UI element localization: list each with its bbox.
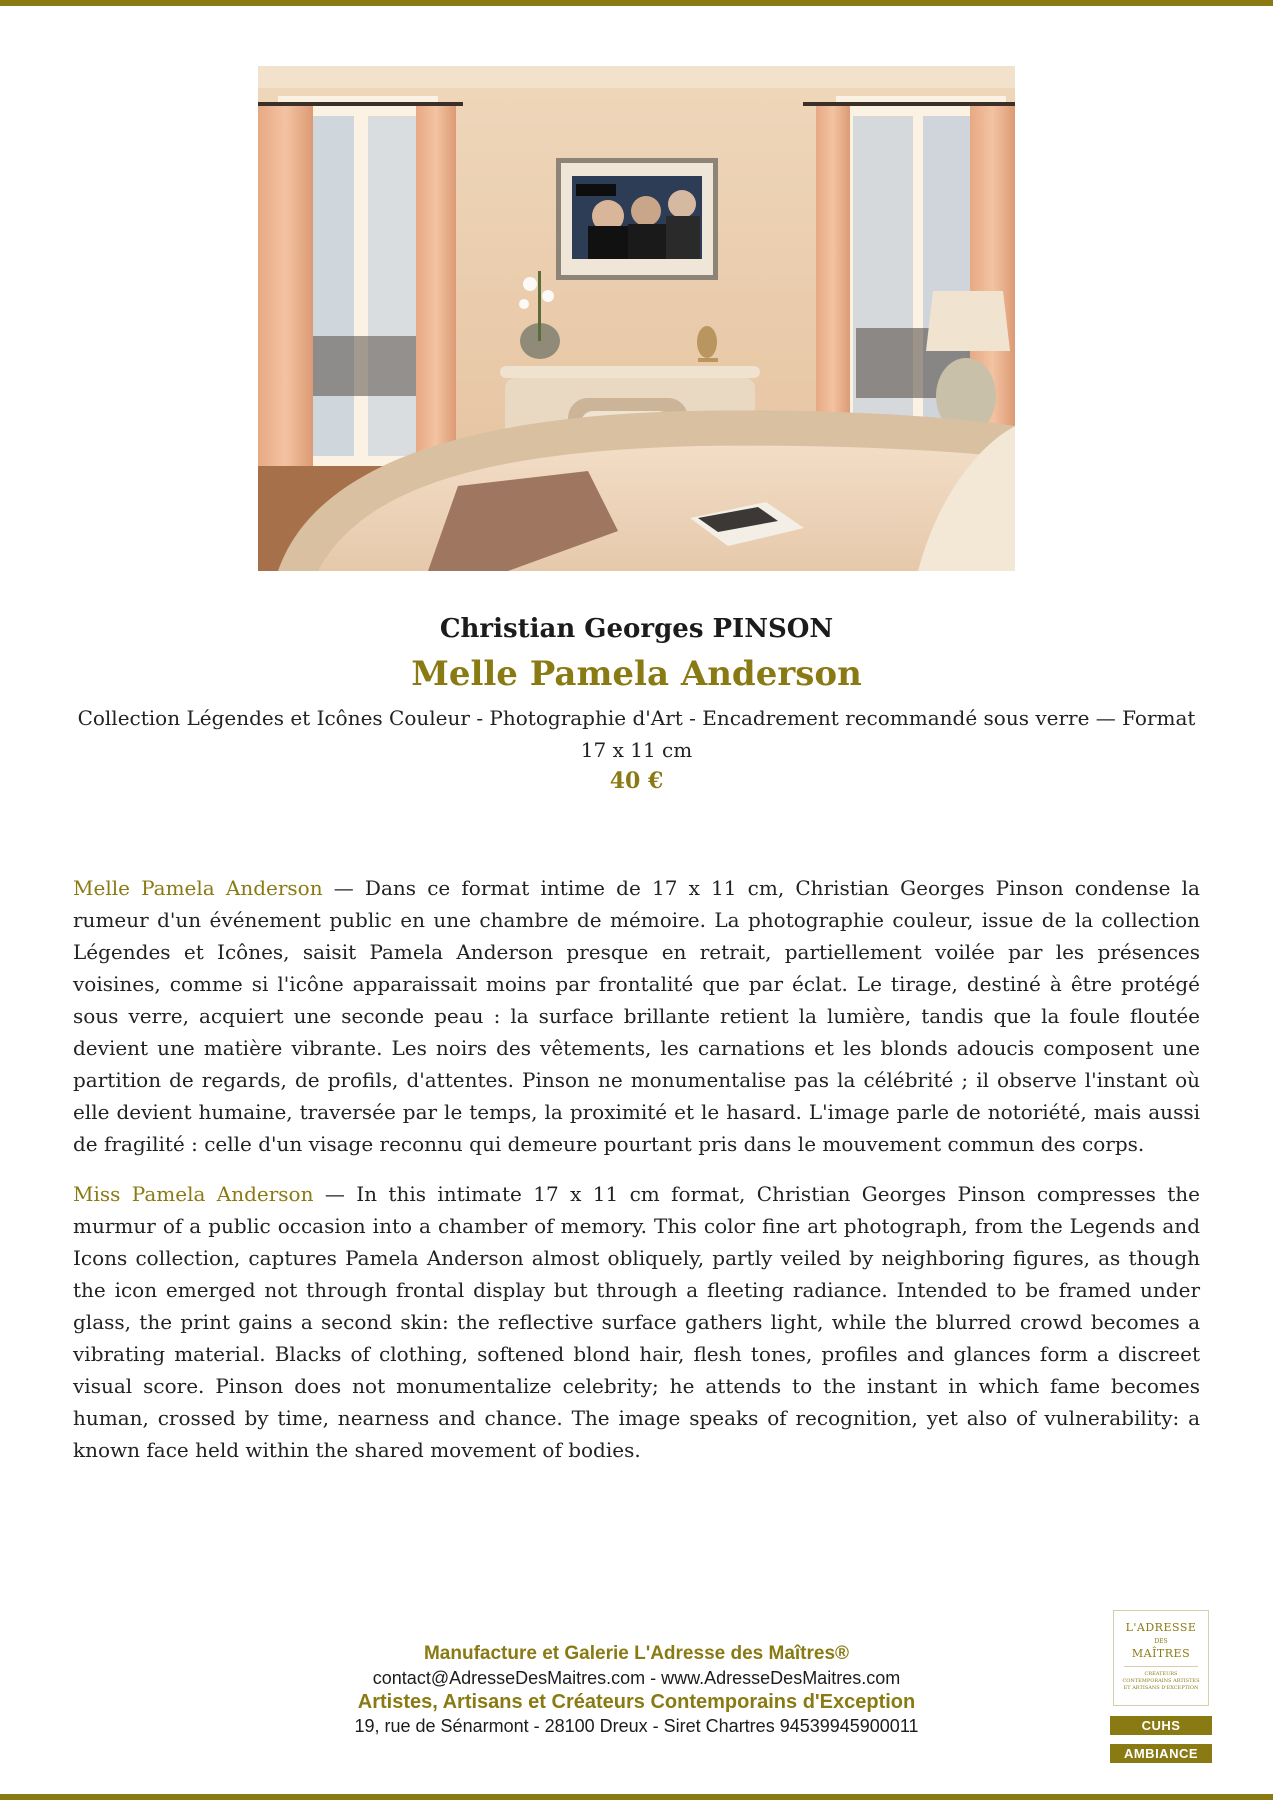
badge-ambiance: AMBIANCE <box>1110 1744 1212 1763</box>
logo-line-1: L'ADRESSE <box>1125 1621 1197 1634</box>
description-french-text: — Dans ce format intime de 17 x 11 cm, Christian Georges Pinson condense la rumeur d'un événement public en une chambre de mémoire. La photographie couleur, issue de la collection Légendes et Icônes, saisit Pamela Anderson presque en retrait, partiellement voilée par les présences voisines, comme si l'icône apparaissait moins par frontalité que par éclat. Le tirage, destiné à être protégé sous verre, acquiert une seconde peau : la surface brillante retient la lumière, tandis que la foule floutée devient une matière vibrante. Les noirs des vêtements, les carnations et les blonds adoucis composent une partition de regards, de profils, d'attentes. Pinson ne monumentalise pas la célébrité ; il observe l'instant où elle devient humaine, traversée par le temps, la proximité et le hasard. L'image parle de notoriété, mais aussi de fragilité : celle d'un visage reconnu qui demeure pourtant pris dans le mouvement commun des corps. <box>73 876 1200 1156</box>
description-english-text: — In this intimate 17 x 11 cm format, Christian Georges Pinson compresses the murmur of a public occasion into a chamber of memory. This color fine art photograph, from the Legends and Icons collection, captures Pamela Anderson almost obliquely, partly veiled by neighboring figures, as though the icon emerged not through frontal display but through a fleeting radiance. Intended to be framed under glass, the print gains a second skin: the reflective surface gathers light, while the blurred crowd becomes a vibrating material. Blacks of clothing, softened blond hair, flesh tones, profiles and glances form a discreet visual score. Pinson does not monumentalize celebrity; he attends to the instant in which fame becomes human, crossed by time, nearness and chance. The image speaks of recognition, yet also of vulnerability: a known face held within the shared movement of bodies. <box>73 1182 1200 1462</box>
footer-tagline: Artistes, Artisans et Créateurs Contemporains d'Exception <box>357 1691 916 1713</box>
artist-name: Christian Georges PINSON <box>439 614 834 644</box>
logo-line-4: CRÉATEURS CONTEMPORAINS ARTISTES ET ARTISANS D'EXCEPTION <box>1122 1671 1200 1691</box>
footer-company: Manufacture et Galerie L'Adresse des Maîtres® <box>423 1643 850 1664</box>
logo-line-2: DES <box>1154 1638 1168 1645</box>
logo-line-3: MAÎTRES <box>1131 1647 1191 1660</box>
room-mockup-image <box>258 66 1015 571</box>
footer-contact: contact@AdresseDesMaitres.com - www.AdresseDesMaitres.com <box>372 1668 901 1688</box>
description-english <box>73 1178 1200 1466</box>
bottom-accent-bar <box>0 1794 1273 1800</box>
description-english-lead: Miss Pamela Anderson <box>73 1182 314 1206</box>
artwork-title: Melle Pamela Anderson <box>411 654 862 694</box>
badge-cuhs: CUHS <box>1110 1716 1212 1735</box>
footer <box>0 1642 1273 1738</box>
artwork-price: 40 € <box>609 768 664 794</box>
top-accent-bar <box>0 0 1273 6</box>
description-french <box>73 872 1200 1160</box>
description-french-lead: Melle Pamela Anderson <box>73 876 323 900</box>
footer-address: 19, rue de Sénarmont - 28100 Dreux - Siret Chartres 94539945900011 <box>354 1716 919 1736</box>
gallery-logo <box>1113 1610 1209 1706</box>
logo-divider <box>1124 1666 1198 1667</box>
artwork-subtitle: Collection Légendes et Icônes Couleur - Photographie d'Art - Encadrement recommandé sous verre — Format 17 x 11 cm <box>77 706 1196 762</box>
